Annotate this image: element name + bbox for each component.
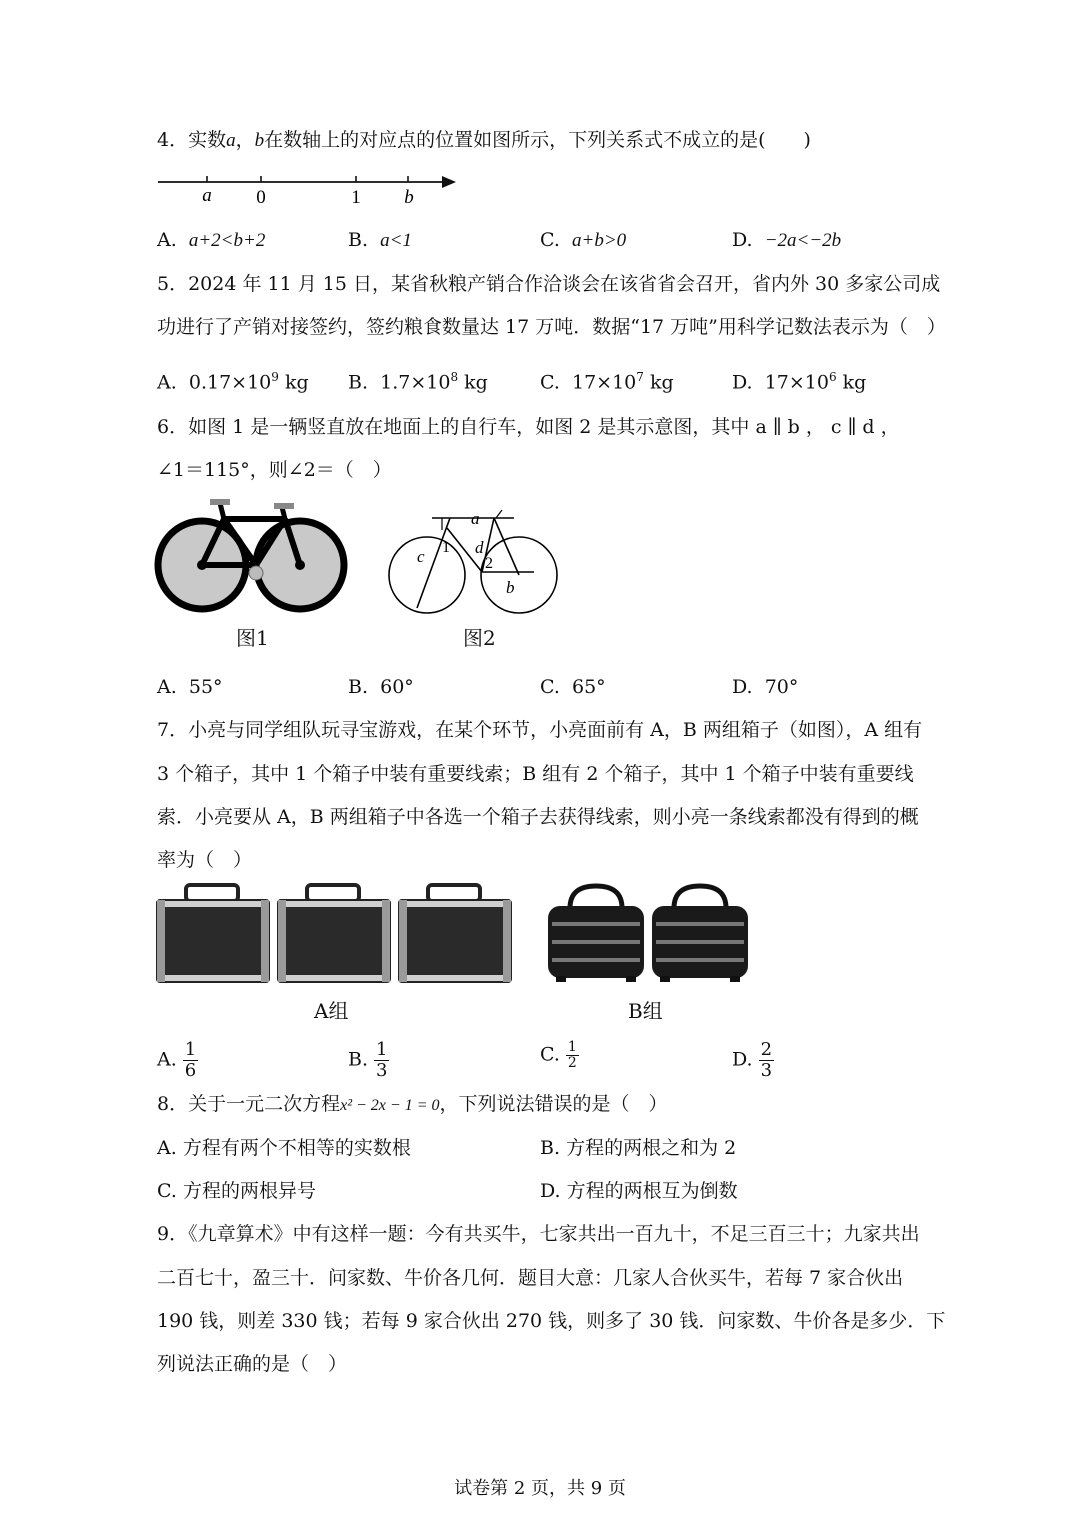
label-angle-2: 2 xyxy=(485,555,493,572)
bicycle-schematic-figure xyxy=(384,500,564,614)
label-angle-1: 1 xyxy=(442,539,450,556)
q5-stem-line1: 5．2024 年 11 月 15 日，某省秋粮产销合作洽谈会在该省省会召开，省内外 30 多家公司成 xyxy=(157,273,941,295)
label-a: a xyxy=(471,509,480,528)
q6-option-c[interactable]: C. 65° xyxy=(540,676,606,698)
q6-option-d[interactable]: D. 70° xyxy=(732,676,799,698)
q7-stem-line2: 3 个箱子，其中 1 个箱子中装有重要线索；B 组有 2 个箱子，其中 1 个箱子中装有重要线 xyxy=(157,763,914,785)
q7-option-a[interactable]: A. $\frac{1}{6}$ xyxy=(157,1039,197,1081)
q6-option-a[interactable]: A. 55° xyxy=(157,676,223,698)
q8-equation: x² − 2x − 1 = 0 xyxy=(340,1097,440,1114)
bicycle-figure xyxy=(152,493,356,613)
q8-option-d[interactable]: D. 方程的两根互为倒数 xyxy=(540,1180,738,1202)
q7-stem-line3: 索．小亮要从 A，B 两组箱子中各选一个箱子去获得线索，则小亮一条线索都没有得到的概 xyxy=(157,806,919,828)
q7-option-c[interactable]: C. $\frac{1}{2}$ xyxy=(540,1039,577,1071)
page-footer: 试卷第 2 页，共 9 页 xyxy=(454,1478,626,1499)
q9-stem-line3: 190 钱，则差 330 钱；若每 9 家合伙出 270 钱，则多了 30 钱．问家数、牛价各是多少．下 xyxy=(157,1310,946,1332)
group-a-case-3 xyxy=(399,885,511,982)
q7-stem-line1: 7．小亮与同学组队玩寻宝游戏，在某个环节，小亮面前有 A，B 两组箱子（如图），A 组有 xyxy=(157,719,923,741)
q6-stem-line2: ∠1＝115°，则∠2＝（ ） xyxy=(157,459,392,481)
bicycle-handlebar xyxy=(274,503,294,509)
q9-stem-line2: 二百七十，盈三十．问家数、牛价各几何．题目大意：几家人合伙买牛，若每 7 家合伙出 xyxy=(157,1267,904,1289)
group-b-caption: B组 xyxy=(628,999,663,1023)
q4-option-d[interactable]: D. −2a<−2b xyxy=(732,229,842,251)
group-b-case-2 xyxy=(652,886,748,982)
q7-stem-line4: 率为（ ） xyxy=(157,849,253,871)
axis-label-a: a xyxy=(202,185,212,206)
figure-2-caption: 图2 xyxy=(463,626,496,650)
q4-option-c[interactable]: C. a+b>0 xyxy=(540,229,627,251)
q6-stem-line1: 6．如图 1 是一辆竖直放在地面上的自行车，如图 2 是其示意图，其中 a ∥ b ， c ∥ d ， xyxy=(157,416,900,438)
axis-label-b: b xyxy=(404,187,414,208)
label-d: d xyxy=(475,538,484,557)
group-a-briefcases xyxy=(152,880,542,985)
q8-option-a[interactable]: A. 方程有两个不相等的实数根 xyxy=(157,1137,411,1159)
bicycle-seat xyxy=(210,499,230,505)
q7-option-d[interactable]: D. $\frac{2}{3}$ xyxy=(732,1039,773,1081)
q4-stem: 4．实数a，b在数轴上的对应点的位置如图所示，下列关系式不成立的是( ) xyxy=(157,129,811,151)
q5-option-a[interactable]: A. $0.17\times 10^9$ kg xyxy=(157,370,309,394)
q4-option-a[interactable]: A. a+2<b+2 xyxy=(157,229,266,251)
axis-label-0: 0 xyxy=(256,187,266,208)
q8-stem: 8．关于一元二次方程x² − 2x − 1 = 0，下列说法错误的是（ ） xyxy=(157,1093,668,1115)
figure-1-caption: 图1 xyxy=(236,626,269,650)
q8-option-b[interactable]: B. 方程的两根之和为 2 xyxy=(540,1137,737,1159)
q5-option-c[interactable]: C. $17\times 10^7$ kg xyxy=(540,370,674,394)
q5-option-d[interactable]: D. $17\times 10^6$ kg xyxy=(732,370,867,394)
group-b-cases xyxy=(542,880,752,985)
number-line-figure xyxy=(150,168,470,208)
q9-stem-line1: 9．《九章算术》中有这样一题：今有共买牛，七家共出一百九十，不足三百三十；九家共出 xyxy=(157,1223,920,1245)
q5-stem-line2: 功进行了产销对接签约，签约粮食数量达 17 万吨．数据“17 万吨”用科学记数法表示为（ ） xyxy=(157,316,946,338)
group-a-case-1 xyxy=(157,885,269,982)
group-a-caption: A组 xyxy=(314,999,349,1023)
q4-option-b[interactable]: B. a<1 xyxy=(348,229,412,251)
q7-option-b[interactable]: B. $\frac{1}{3}$ xyxy=(348,1039,388,1081)
group-b-case-1 xyxy=(548,886,644,982)
label-c: c xyxy=(417,547,425,566)
q9-stem-line4: 列说法正确的是（ ） xyxy=(157,1353,348,1375)
number-line-arrow xyxy=(442,176,456,188)
q6-option-b[interactable]: B. 60° xyxy=(348,676,414,698)
group-a-case-2 xyxy=(278,885,390,982)
axis-label-1: 1 xyxy=(351,187,361,208)
label-b: b xyxy=(506,578,515,597)
q5-option-b[interactable]: B. $1.7\times 10^8$ kg xyxy=(348,370,488,394)
q8-option-c[interactable]: C. 方程的两根异号 xyxy=(157,1180,316,1202)
